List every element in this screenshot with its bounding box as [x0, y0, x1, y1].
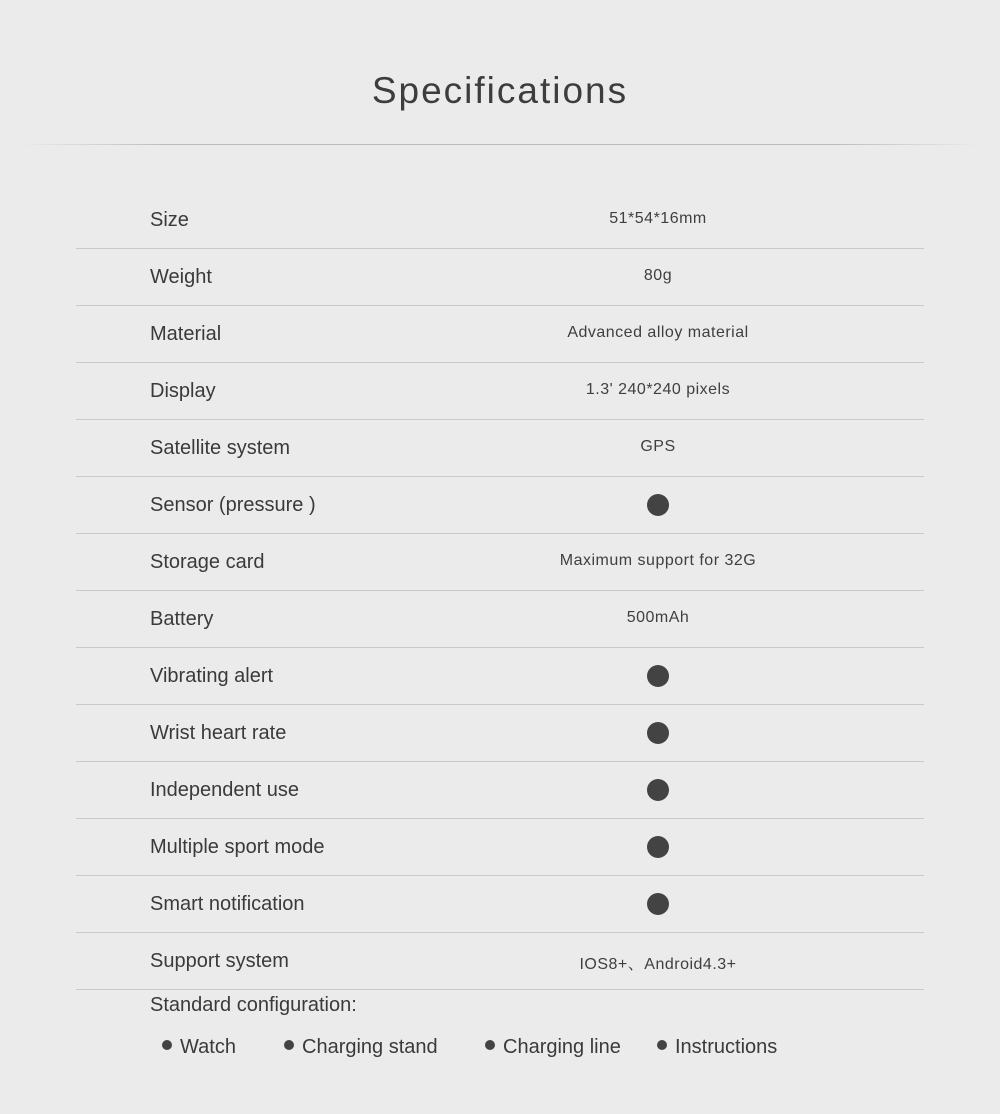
- spec-label: Material: [150, 323, 222, 345]
- spec-label: Smart notification: [150, 893, 305, 915]
- spec-row: [76, 534, 924, 591]
- bullet-icon: [657, 1040, 667, 1050]
- page-title: Specifications: [371, 70, 629, 111]
- spec-row: [76, 876, 924, 933]
- configuration-item-label: Instructions: [675, 1036, 778, 1058]
- configuration-item: [485, 1036, 621, 1059]
- configuration-item-label: Charging stand: [302, 1036, 438, 1058]
- spec-label: Multiple sport mode: [150, 836, 325, 858]
- spec-row: [76, 933, 924, 990]
- supported-dot-icon: [647, 494, 669, 516]
- spec-value: GPS: [640, 438, 676, 455]
- configuration-item-label: Charging line: [503, 1036, 621, 1058]
- spec-row: [76, 192, 924, 249]
- spec-table: [76, 192, 924, 990]
- supported-dot-icon: [647, 779, 669, 801]
- spec-row: [76, 249, 924, 306]
- spec-label: Weight: [150, 266, 212, 288]
- spec-row: [76, 705, 924, 762]
- bullet-icon: [284, 1040, 294, 1050]
- configuration-item-label: Watch: [180, 1036, 236, 1058]
- spec-value: Maximum support for 32G: [559, 552, 757, 569]
- bullet-icon: [485, 1040, 495, 1050]
- supported-dot-icon: [647, 893, 669, 915]
- spec-value: 1.3' 240*240 pixels: [585, 381, 731, 398]
- spec-label: Size: [150, 209, 189, 231]
- spec-value: 51*54*16mm: [609, 210, 707, 227]
- title-divider: [20, 144, 980, 145]
- spec-row: [76, 477, 924, 534]
- spec-row: [76, 591, 924, 648]
- spec-label: Battery: [150, 608, 214, 630]
- bullet-icon: [162, 1040, 172, 1050]
- spec-label: Display: [150, 380, 216, 402]
- spec-label: Storage card: [150, 551, 265, 573]
- spec-value: 500mAh: [626, 609, 690, 626]
- spec-row: [76, 819, 924, 876]
- configuration-item: [162, 1036, 236, 1059]
- spec-value: 80g: [643, 267, 673, 284]
- configuration-item: [284, 1036, 438, 1059]
- spec-label: Support system: [150, 950, 289, 972]
- spec-row: [76, 306, 924, 363]
- spec-label: Vibrating alert: [150, 665, 274, 687]
- spec-row: [76, 420, 924, 477]
- supported-dot-icon: [647, 836, 669, 858]
- supported-dot-icon: [647, 665, 669, 687]
- spec-label: Independent use: [150, 779, 300, 801]
- spec-label: Wrist heart rate: [150, 722, 287, 744]
- spec-label: Sensor (pressure ): [150, 494, 316, 516]
- spec-row: [76, 762, 924, 819]
- supported-dot-icon: [647, 722, 669, 744]
- standard-configuration-title: Standard configuration:: [150, 994, 357, 1016]
- spec-value: IOS8+、Android4.3+: [579, 956, 737, 973]
- spec-label: Satellite system: [150, 437, 291, 459]
- spec-value: Advanced alloy material: [567, 324, 749, 341]
- standard-configuration-list: [162, 1036, 862, 1062]
- spec-row: [76, 363, 924, 420]
- configuration-item: [657, 1036, 777, 1059]
- spec-row: [76, 648, 924, 705]
